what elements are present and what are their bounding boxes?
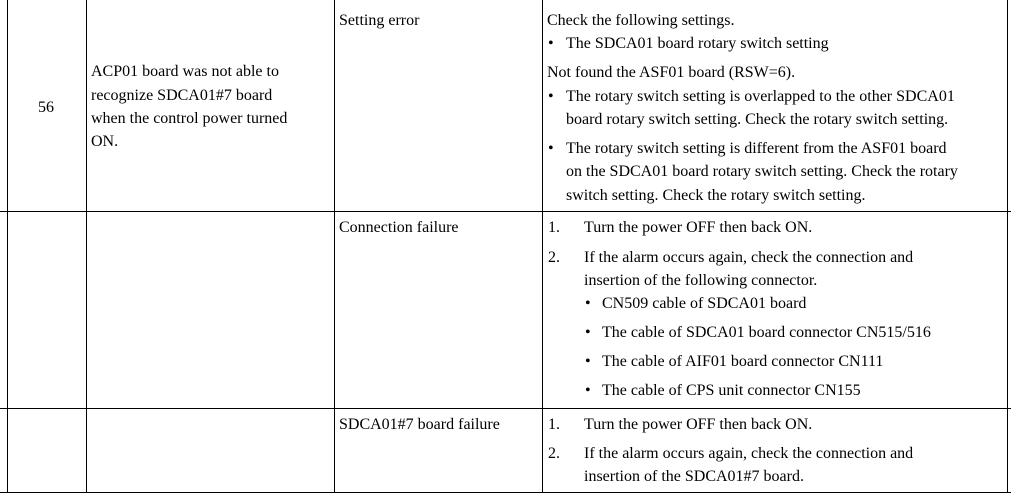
column-divider [86, 0, 87, 493]
remedy-text: switch setting. Check the rotary switch setting. [566, 187, 866, 204]
remedy-text: Not found the ASF01 board (RSW=6). [547, 64, 796, 81]
cause-label: Connection failure [339, 219, 459, 236]
remedy-text: on the SDCA01 board rotary switch setting. Check the rotary [566, 163, 958, 180]
table-border-bottom [0, 492, 1011, 493]
remedy-text: Turn the power OFF then back ON. [584, 219, 813, 236]
remedy-text: insertion of the following connector. [584, 272, 818, 289]
remedy-text: The rotary switch setting is overlapped to the other SDCA01 [566, 88, 955, 105]
bullet-glyph: • [585, 382, 591, 399]
table-border-left [7, 0, 8, 493]
step-number: 2. [548, 445, 560, 462]
message-line: when the control power turned [91, 110, 288, 127]
step-number: 1. [548, 219, 560, 236]
row-number: 56 [38, 99, 54, 116]
remedy-text: The SDCA01 board rotary switch setting [566, 35, 829, 52]
bullet-glyph: • [585, 295, 591, 312]
message-line: recognize SDCA01#7 board [91, 87, 273, 104]
step-number: 1. [548, 416, 560, 433]
column-divider [334, 0, 335, 493]
remedy-text: If the alarm occurs again, check the connection and [584, 445, 914, 462]
message-line: ACP01 board was not able to [91, 63, 279, 80]
remedy-text: board rotary switch setting. Check the rotary switch setting. [566, 111, 949, 128]
remedy-text: Turn the power OFF then back ON. [584, 416, 813, 433]
remedy-text: Check the following settings. [547, 12, 735, 29]
row-divider [0, 408, 1011, 409]
bullet-glyph: • [548, 88, 554, 105]
connector-item: The cable of SDCA01 board connector CN515/516 [602, 324, 931, 341]
cause-label: Setting error [339, 12, 420, 29]
connector-item: CN509 cable of SDCA01 board [602, 295, 807, 312]
table-border-right [1007, 0, 1008, 493]
step-number: 2. [548, 249, 560, 266]
connector-item: The cable of AIF01 board connector CN111 [602, 353, 884, 370]
row-divider [0, 211, 1011, 212]
remedy-text: insertion of the SDCA01#7 board. [584, 468, 804, 485]
bullet-glyph: • [585, 324, 591, 341]
cause-label: SDCA01#7 board failure [339, 416, 500, 433]
remedy-text: If the alarm occurs again, check the connection and [584, 249, 914, 266]
connector-item: The cable of CPS unit connector CN155 [602, 382, 861, 399]
bullet-glyph: • [548, 140, 554, 157]
remedy-text: The rotary switch setting is different from the ASF01 board [566, 140, 947, 157]
bullet-glyph: • [585, 353, 591, 370]
column-divider [542, 0, 543, 493]
message-line: ON. [91, 133, 119, 150]
bullet-glyph: • [548, 35, 554, 52]
